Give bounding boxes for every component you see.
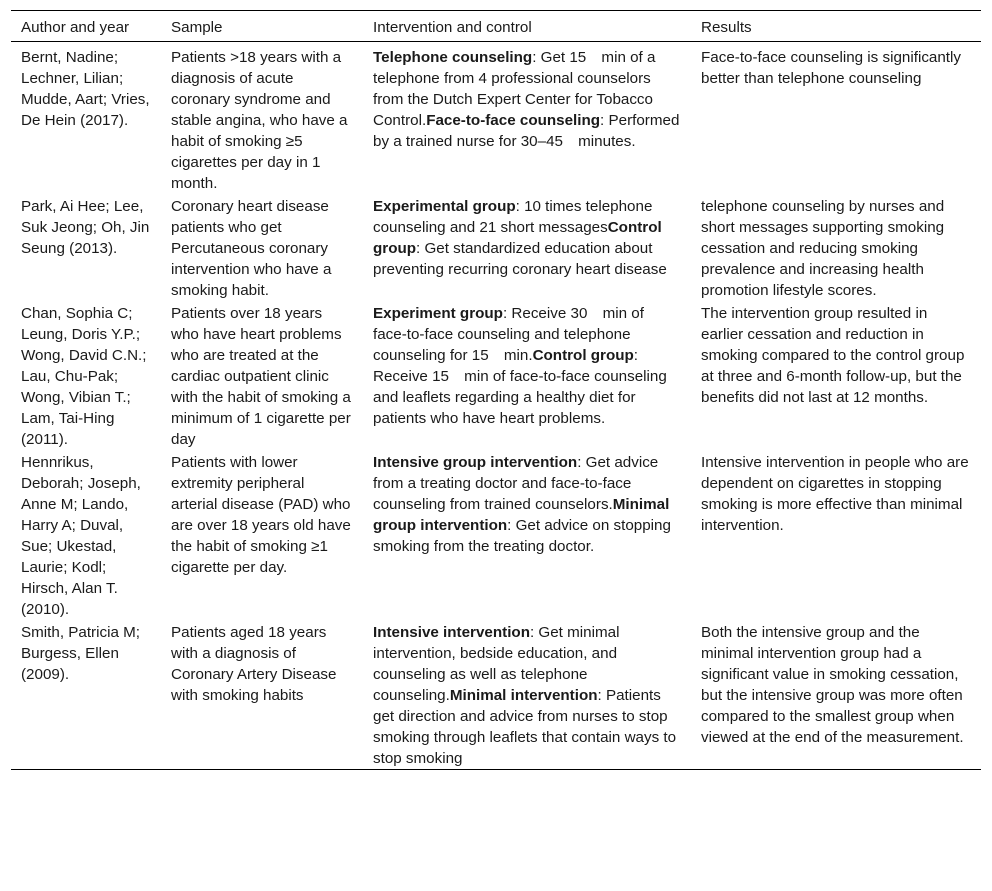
intervention-label: Intensive intervention — [373, 624, 530, 641]
table-row — [11, 620, 981, 770]
control-text: : Receive 15 min of face-to-face counseling and leaflets regarding a healthy diet for patients who have heart problems. — [373, 347, 667, 427]
header-results: Results — [701, 19, 752, 36]
cell-intervention — [363, 620, 691, 770]
cell-intervention — [363, 42, 691, 195]
header-sample: Sample — [171, 19, 223, 36]
control-label: Face-to-face counseling — [426, 112, 601, 129]
table-row — [11, 194, 981, 301]
cell-author: Bernt, Nadine; Lechner, Lilian; Mudde, Aart; Vries, De Hein (2017). — [21, 49, 150, 129]
cell-sample: Patients >18 years with a diagnosis of acute coronary syndrome and stable angina, who have a habit of smoking ≥5 cigarettes per day in 1 month. — [171, 49, 348, 192]
intervention-text: : Get minimal intervention, bedside education, and counseling as well as telephone counseling. — [373, 624, 620, 704]
control-text: : Performed by a trained nurse for 30–45 minutes. — [373, 112, 680, 150]
header-intervention-control: Intervention and control — [373, 19, 532, 36]
cell-results: Both the intensive group and the minimal intervention group had a significant value in smoking cessation, but the intensive group was more often compared to the smallest group when viewed at the end of the measurement. — [701, 624, 964, 746]
literature-review-table — [11, 10, 981, 770]
header-author-year: Author and year — [21, 19, 130, 36]
table-row — [11, 450, 981, 620]
cell-author: Park, Ai Hee; Lee, Suk Jeong; Oh, Jin Seung (2013). — [21, 198, 150, 257]
cell-results: telephone counseling by nurses and short messages supporting smoking cessation and reducing smoking prevalence and increasing health promotion lifestyle scores. — [701, 198, 945, 299]
cell-results: The intervention group resulted in earlier cessation and reduction in smoking compared to the control group at three and 6-month follow-up, but the benefits did not last at 12 months. — [701, 305, 965, 406]
control-label: Control group — [532, 347, 634, 364]
cell-author: Hennrikus, Deborah; Joseph, Anne M; Lando, Harry A; Duval, Sue; Ukestad, Laurie; Kodl; Hirsch, Alan T. (2010). — [21, 454, 141, 618]
intervention-text: : 10 times telephone counseling and 21 short messages — [373, 198, 653, 236]
table-row — [11, 42, 981, 195]
cell-author: Smith, Patricia M; Burgess, Ellen (2009). — [21, 624, 140, 683]
cell-sample: Coronary heart disease patients who get Percutaneous coronary intervention who have a smoking habit. — [171, 198, 332, 299]
control-label: Control group — [373, 219, 662, 257]
literature-review-table-container — [11, 10, 981, 770]
intervention-label: Experimental group — [373, 198, 516, 215]
cell-sample: Patients over 18 years who have heart problems who are treated at the cardiac outpatient clinic with the habit of smoking a minimum of 1 cigarette per day — [171, 305, 351, 448]
cell-results: Face-to-face counseling is significantly better than telephone counseling — [701, 49, 961, 87]
cell-author: Chan, Sophia C; Leung, Doris Y.P.; Wong, David C.N.; Lau, Chu-Pak; Wong, Vibian T.; Lam, Tai-Hing (2011). — [21, 305, 147, 448]
cell-results: Intensive intervention in people who are dependent on cigarettes in stopping smoking is more effective than minimal intervention. — [701, 454, 969, 534]
intervention-label: Telephone counseling — [373, 49, 533, 66]
cell-intervention — [363, 450, 691, 620]
cell-intervention — [363, 194, 691, 301]
cell-intervention — [363, 301, 691, 450]
intervention-label: Intensive group intervention — [373, 454, 578, 471]
control-label: Minimal group intervention — [373, 496, 670, 534]
control-text: : Get standardized education about preventing recurring coronary heart disease — [373, 240, 667, 278]
intervention-text: : Get 15 min of a telephone from 4 professional counselors from the Dutch Expert Center for Tobacco Control. — [373, 49, 656, 129]
table-header-row — [11, 11, 981, 42]
intervention-text: : Get advice from a treating doctor and face-to-face counseling from trained counselors. — [373, 454, 659, 513]
control-text: : Patients get direction and advice from nurses to stop smoking through leaflets that contain ways to stop smoking — [373, 687, 677, 767]
table-row — [11, 301, 981, 450]
control-text: : Get advice on stopping smoking from the treating doctor. — [373, 517, 671, 555]
intervention-label: Experiment group — [373, 305, 503, 322]
cell-sample: Patients aged 18 years with a diagnosis of Coronary Artery Disease with smoking habits — [171, 624, 337, 704]
cell-sample: Patients with lower extremity peripheral arterial disease (PAD) who are over 18 years old have the habit of smoking ≥1 cigarette per day. — [171, 454, 351, 576]
control-label: Minimal intervention — [449, 687, 598, 704]
intervention-text: : Receive 30 min of face-to-face counseling and telephone counseling for 15 min. — [373, 305, 644, 364]
